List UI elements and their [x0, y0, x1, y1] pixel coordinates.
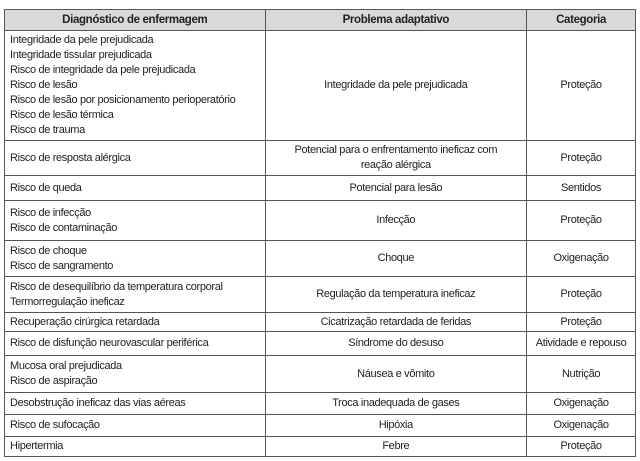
table-row: [5, 393, 636, 415]
category-cell: Oxigenação: [527, 415, 636, 437]
diagnosis-item: Recuperação cirúrgica retardada: [10, 315, 160, 328]
category-cell: Nutrição: [527, 356, 636, 393]
diagnosis-cell: [5, 241, 266, 277]
category-cell: Proteção: [527, 141, 636, 176]
problem-cell: Náusea e vômito: [265, 356, 527, 393]
category-cell: Proteção: [527, 201, 636, 241]
category-cell: Proteção: [527, 437, 636, 457]
header-category: Categoria: [527, 10, 636, 31]
header-diagnosis: Diagnóstico de enfermagem: [5, 10, 266, 31]
table-row: [5, 141, 636, 176]
problem-cell: Febre: [265, 437, 527, 457]
diagnosis-item: Risco de contaminação: [10, 221, 117, 234]
header-row: [5, 10, 636, 31]
category-cell: Oxigenação: [527, 393, 636, 415]
diagnosis-item: Integridade da pele prejudicada: [10, 34, 154, 46]
problem-cell: Troca inadequada de gases: [265, 393, 527, 415]
diagnosis-item: Risco de sufocação: [10, 419, 100, 431]
category-cell: Sentidos: [527, 176, 636, 201]
table-row: [5, 31, 636, 141]
nursing-diagnosis-table: [4, 9, 636, 457]
diagnosis-item: Risco de aspiração: [10, 375, 98, 387]
table-row: [5, 277, 636, 313]
diagnosis-item: Termorregulação ineficaz: [10, 295, 125, 308]
problem-cell: Choque: [265, 241, 527, 277]
table-row: [5, 356, 636, 393]
diagnosis-cell: [5, 277, 266, 313]
table-row: [5, 241, 636, 277]
problem-cell: Cicatrização retardada de feridas: [265, 313, 527, 332]
diagnosis-item: Desobstrução ineficaz das vias aéreas: [10, 397, 186, 409]
table-row: [5, 201, 636, 241]
table-row: [5, 332, 636, 356]
diagnosis-item: Risco de choque: [10, 244, 87, 257]
category-cell: Atividade e repouso: [527, 332, 636, 356]
diagnosis-item: Risco de integridade da pele prejudicada: [10, 64, 196, 76]
header-problem: Problema adaptativo: [265, 10, 527, 31]
diagnosis-cell: [5, 356, 266, 393]
diagnosis-item: Risco de disfunção neurovascular periférica: [10, 337, 209, 349]
diagnosis-cell: [5, 141, 266, 176]
problem-cell: Regulação da temperatura ineficaz: [265, 277, 527, 313]
problem-cell: Infecção: [265, 201, 527, 241]
diagnosis-item: Hipertermia: [10, 440, 63, 452]
diagnosis-item: Risco de queda: [10, 181, 82, 194]
problem-cell: Hipóxia: [265, 415, 527, 437]
diagnosis-item: Risco de desequilíbrio da temperatura corporal: [10, 280, 223, 293]
diagnosis-cell: [5, 437, 266, 457]
diagnosis-item: Risco de infecção: [10, 206, 91, 219]
table-row: [5, 437, 636, 457]
category-cell: Proteção: [527, 31, 636, 141]
diagnosis-cell: [5, 393, 266, 415]
diagnosis-cell: [5, 176, 266, 201]
diagnosis-item: Risco de lesão por posicionamento perioperatório: [10, 94, 236, 106]
problem-cell: Potencial para o enfrentamento ineficaz com reação alérgica: [265, 141, 527, 176]
diagnosis-item: Risco de lesão: [10, 79, 78, 91]
problem-cell: Síndrome do desuso: [265, 332, 527, 356]
diagnosis-cell: [5, 201, 266, 241]
category-cell: Oxigenação: [527, 241, 636, 277]
diagnosis-cell: [5, 31, 266, 141]
table-row: [5, 313, 636, 332]
diagnosis-item: Risco de sangramento: [10, 259, 114, 272]
category-cell: Proteção: [527, 277, 636, 313]
problem-cell: Potencial para lesão: [265, 176, 527, 201]
diagnosis-item: Risco de resposta alérgica: [10, 151, 131, 164]
diagnosis-cell: [5, 332, 266, 356]
diagnosis-item: Risco de lesão térmica: [10, 109, 114, 121]
category-cell: Proteção: [527, 313, 636, 332]
problem-cell: Integridade da pele prejudicada: [265, 31, 527, 141]
diagnosis-cell: [5, 415, 266, 437]
diagnosis-cell: [5, 313, 266, 332]
table-row: [5, 176, 636, 201]
diagnosis-item: Integridade tissular prejudicada: [10, 49, 152, 61]
diagnosis-item: Risco de trauma: [10, 124, 85, 136]
diagnosis-item: Mucosa oral prejudicada: [10, 360, 122, 372]
table-row: [5, 415, 636, 437]
